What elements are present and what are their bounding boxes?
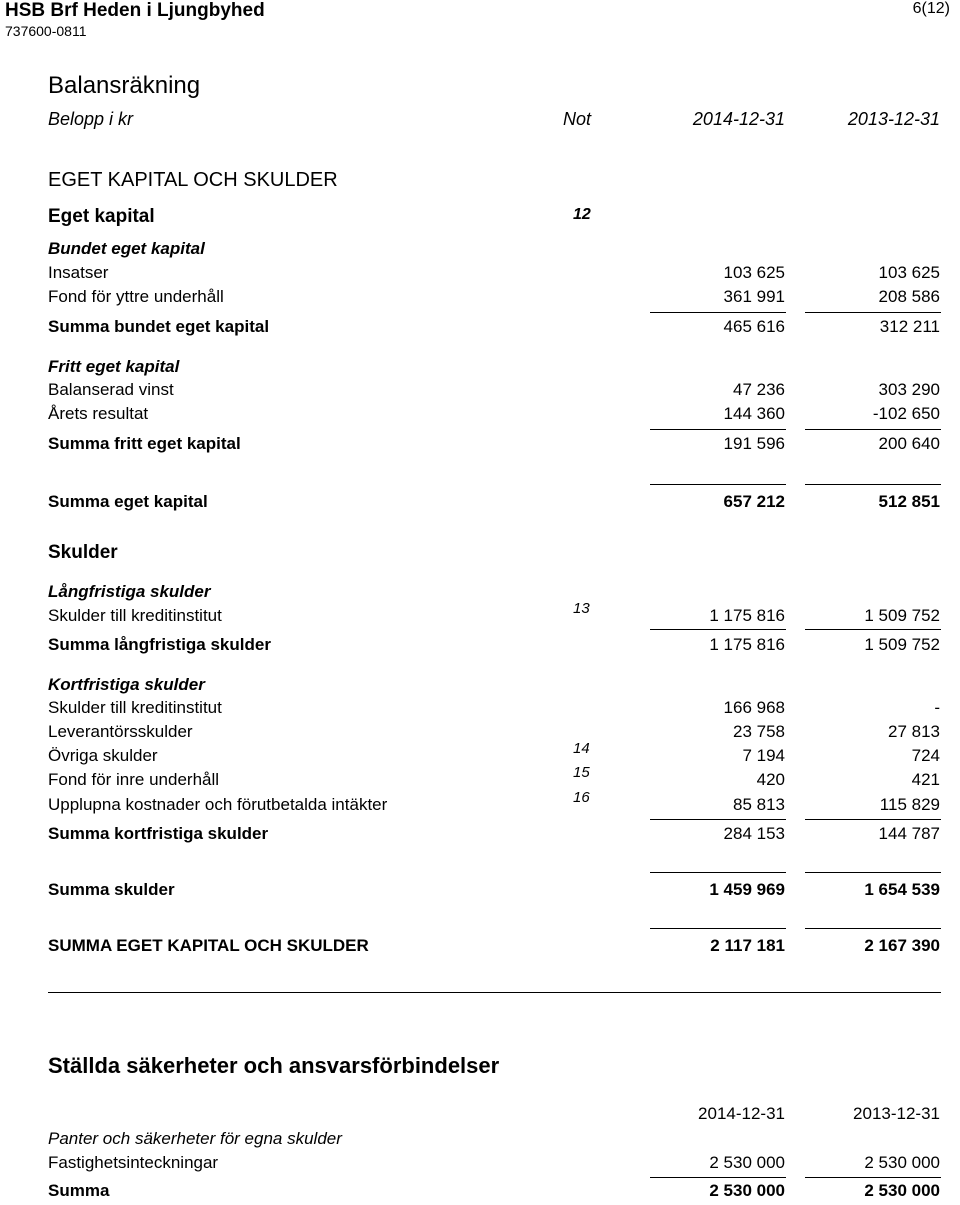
column-header-year2: 2013-12-31 xyxy=(847,109,940,129)
row-value-2013: 2 167 390 xyxy=(864,936,940,955)
row-label: Skulder till kreditinstitut xyxy=(48,698,222,717)
subsection-heading xyxy=(0,239,960,263)
subtotal-row xyxy=(0,317,960,341)
row-label: Fond för yttre underhåll xyxy=(48,287,224,306)
row-value-2013: 512 851 xyxy=(878,492,940,511)
subsection-heading xyxy=(0,1129,960,1153)
row-label: Fastighetsinteckningar xyxy=(48,1153,219,1172)
table-row xyxy=(0,789,960,819)
row-value-2013: 115 829 xyxy=(879,795,940,814)
row-value-2013: 1 509 752 xyxy=(864,635,940,654)
row-note: 13 xyxy=(573,600,590,617)
row-value-2013: 421 xyxy=(911,770,940,789)
row-value-2013: -102 650 xyxy=(872,404,940,423)
sum-rule xyxy=(650,928,786,929)
row-value-2013: 724 xyxy=(911,746,940,765)
sum-rule xyxy=(650,429,786,430)
row-label: Fond för inre underhåll xyxy=(48,770,220,789)
row-label: Kortfristiga skulder xyxy=(48,675,205,694)
row-value-2013: 303 290 xyxy=(878,380,940,399)
row-value-2014: 191 596 xyxy=(723,434,785,453)
balance-sheet-title: Balansräkning xyxy=(48,72,201,99)
row-label: Skulder till kreditinstitut xyxy=(48,606,222,625)
row-note: 12 xyxy=(573,206,591,223)
row-value-2014: 465 616 xyxy=(723,317,785,336)
total-row xyxy=(0,880,960,904)
row-note: 16 xyxy=(573,789,590,806)
sum-rule xyxy=(650,484,786,485)
sum-rule xyxy=(650,872,786,873)
row-value-2014: 1 175 816 xyxy=(709,635,785,654)
row-value-2013: 2 530 000 xyxy=(864,1153,940,1172)
total-row xyxy=(0,1181,960,1205)
table-row xyxy=(0,263,960,287)
table-row xyxy=(0,600,960,630)
column-header-year1: 2014-12-31 xyxy=(698,1104,785,1123)
total-row xyxy=(0,492,960,516)
column-header-year1: 2014-12-31 xyxy=(692,109,785,129)
row-label: Skulder xyxy=(48,542,118,563)
row-label: Balanserad vinst xyxy=(48,380,174,399)
table-row xyxy=(0,764,960,794)
row-label: Bundet eget kapital xyxy=(48,239,205,258)
table-row xyxy=(0,404,960,428)
row-label: Långfristiga skulder xyxy=(48,582,211,601)
row-value-2013: 1 509 752 xyxy=(864,606,940,625)
row-label: Leverantörsskulder xyxy=(48,722,193,741)
sum-rule xyxy=(650,629,786,630)
row-value-2013: 312 211 xyxy=(879,317,940,336)
row-label: Panter och säkerheter för egna skulder xyxy=(48,1129,342,1148)
table-row xyxy=(0,287,960,311)
row-label: Summa xyxy=(48,1181,110,1200)
page-number: 6(12) xyxy=(912,0,950,17)
row-value-2014: 2 530 000 xyxy=(709,1153,785,1172)
row-label: Upplupna kostnader och förutbetalda intäkter xyxy=(48,795,388,814)
row-label: Fritt eget kapital xyxy=(48,357,180,376)
row-value-2013: 208 586 xyxy=(878,287,940,306)
sum-rule xyxy=(805,819,941,820)
sum-rule xyxy=(650,819,786,820)
row-value-2014: 2 117 181 xyxy=(710,936,785,955)
column-header-amount: Belopp i kr xyxy=(48,109,134,129)
row-value-2013: 144 787 xyxy=(878,824,940,843)
row-value-2014: 85 813 xyxy=(733,795,785,814)
row-value-2014: 361 991 xyxy=(723,287,785,306)
row-value-2014: 23 758 xyxy=(733,722,785,741)
table-row xyxy=(0,722,960,746)
sum-rule xyxy=(650,312,786,313)
subtotal-row xyxy=(0,824,960,848)
row-label: Summa kortfristiga skulder xyxy=(48,824,269,843)
row-label: Insatser xyxy=(48,263,109,282)
sum-rule xyxy=(805,484,941,485)
subsection-heading xyxy=(0,357,960,381)
row-label: Summa eget kapital xyxy=(48,492,208,511)
row-value-2014: 144 360 xyxy=(723,404,785,423)
row-label: Årets resultat xyxy=(48,404,149,423)
sum-rule xyxy=(805,429,941,430)
row-label: Summa bundet eget kapital xyxy=(48,317,270,336)
column-header-note: Not xyxy=(563,109,592,129)
sum-rule xyxy=(805,872,941,873)
organization-number: 737600-0811 xyxy=(5,23,87,39)
row-value-2013: 200 640 xyxy=(878,434,940,453)
table-row xyxy=(0,1153,960,1177)
column-header-year2: 2013-12-31 xyxy=(853,1104,940,1123)
sum-rule xyxy=(805,312,941,313)
row-value-2013: 103 625 xyxy=(878,263,940,282)
row-label: EGET KAPITAL OCH SKULDER xyxy=(48,169,338,191)
sum-rule xyxy=(805,629,941,630)
row-label: SUMMA EGET KAPITAL OCH SKULDER xyxy=(48,936,369,955)
row-label: Eget kapital xyxy=(48,206,155,227)
row-value-2014: 166 968 xyxy=(723,698,785,717)
subtotal-row xyxy=(0,635,960,659)
row-label: Summa fritt eget kapital xyxy=(48,434,241,453)
section-heading xyxy=(0,542,960,566)
row-value-2014: 7 194 xyxy=(742,746,785,765)
row-label: Summa skulder xyxy=(48,880,175,899)
row-note: 14 xyxy=(573,740,590,757)
row-value-2013: 1 654 539 xyxy=(864,880,940,899)
row-value-2014: 1 459 969 xyxy=(709,880,785,899)
section-heading xyxy=(0,206,960,230)
section-heading xyxy=(0,169,960,193)
pledged-assets-title: Ställda säkerheter och ansvarsförbindelser xyxy=(48,1053,500,1078)
subtotal-row xyxy=(0,434,960,458)
row-value-2014: 47 236 xyxy=(733,380,785,399)
row-value-2014: 1 175 816 xyxy=(709,606,785,625)
row-value-2014: 2 530 000 xyxy=(709,1181,785,1200)
row-value-2014: 284 153 xyxy=(723,824,785,843)
table-row xyxy=(0,740,960,770)
sum-rule xyxy=(805,928,941,929)
row-label: Summa långfristiga skulder xyxy=(48,635,271,654)
sum-rule xyxy=(650,1177,786,1178)
grand-total-row xyxy=(0,936,960,960)
row-value-2014: 657 212 xyxy=(723,492,785,511)
sum-rule xyxy=(805,1177,941,1178)
table-row xyxy=(0,380,960,404)
organization-name: HSB Brf Heden i Ljungbyhed xyxy=(5,0,265,21)
row-value-2013: - xyxy=(934,698,940,717)
table-row xyxy=(0,698,960,722)
row-value-2013: 27 813 xyxy=(888,722,940,741)
subsection-heading xyxy=(0,582,960,606)
row-value-2014: 103 625 xyxy=(723,263,785,282)
row-value-2014: 420 xyxy=(756,770,785,789)
row-note: 15 xyxy=(573,764,590,781)
row-value-2013: 2 530 000 xyxy=(864,1181,940,1200)
subsection-heading xyxy=(0,675,960,699)
row-label: Övriga skulder xyxy=(48,746,158,765)
section-divider xyxy=(48,992,941,993)
